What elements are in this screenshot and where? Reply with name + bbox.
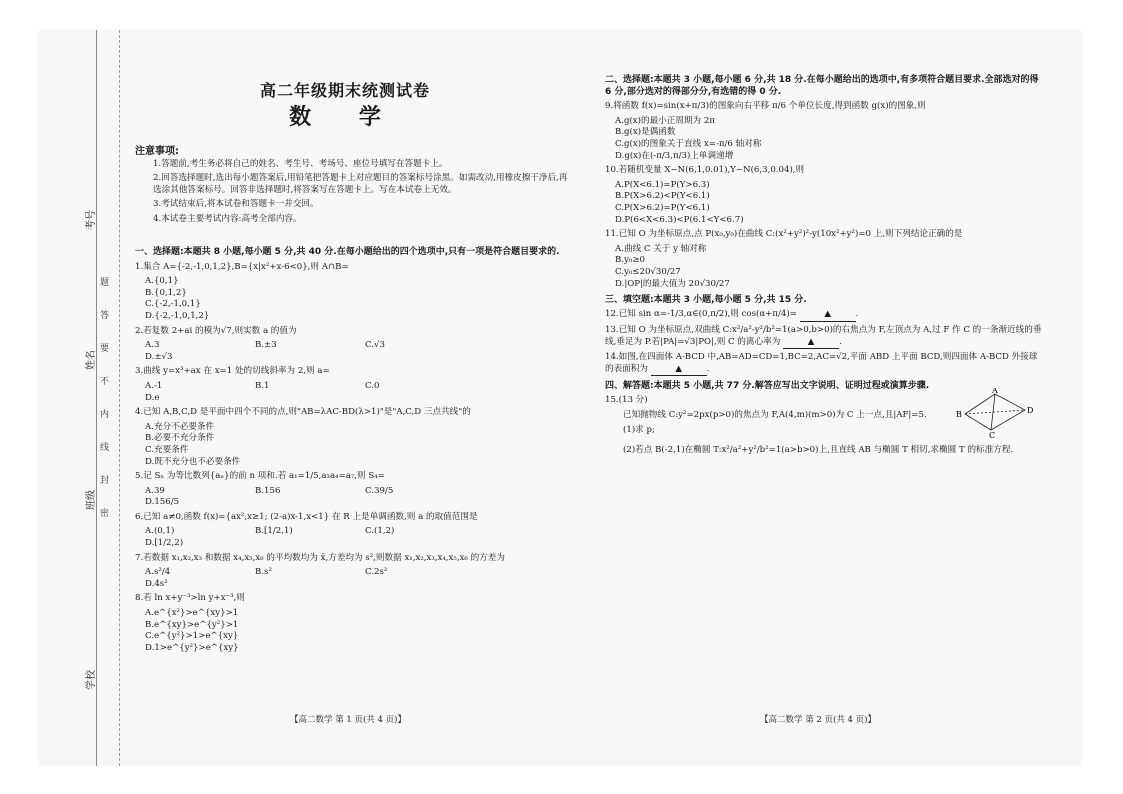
- option: C.0: [365, 380, 380, 391]
- option: B.e^{xy}>e^{y²}>1: [145, 619, 239, 630]
- option: A.s²/4: [145, 567, 171, 578]
- exam-no-label: 考号: [86, 210, 97, 230]
- section-1-heading: 一、选择题:本题共 8 小题,每小题 5 分,共 40 分.在每小题给出的四个选项中,只有一项是符合题目要求的.: [135, 247, 560, 258]
- question-stem: 4.已知 A,B,C,D 是平面中四个不同的点,则"AB=λAC-BD(λ>1)"是"A,C,D 三点共线"的: [135, 407, 471, 418]
- notice-item: 3.考试结束后,将本试卷和答题卡一并交回。: [153, 199, 319, 210]
- option: D.1>e^{y²}>e^{xy}: [145, 642, 239, 653]
- seal-char: 内: [100, 410, 110, 420]
- option: C.(1,2): [365, 526, 395, 537]
- option: C.P(X>6.2)=P(Y<6.1): [615, 203, 710, 214]
- question-options: [135, 567, 575, 590]
- option: A.曲线 C 关于 y 轴对称: [615, 243, 707, 254]
- subject-title: 数 学: [289, 105, 401, 130]
- tetrahedron-figure: [955, 388, 1035, 438]
- page-footer-right: 【高二数学 第 2 页(共 4 页)】: [760, 715, 876, 725]
- q15-part2: (2)若点 B(-2,1)在椭圆 T:x²/a²+y²/b²=1(a>b>0)上,且直线 AB 与椭圆 T 相切,求椭圆 T 的标准方程.: [623, 445, 1014, 456]
- answer-blank: ▲: [800, 309, 856, 322]
- option: B.±3: [255, 340, 277, 351]
- seal-char: 不: [100, 377, 110, 387]
- option: D.{-2,-1,0,1,2}: [145, 310, 210, 321]
- option: C.√3: [365, 340, 385, 351]
- left-column: [135, 145, 575, 657]
- seal-line: [119, 30, 120, 766]
- option: A.g(x)的最小正周期为 2π: [615, 115, 715, 126]
- left-questions: [135, 262, 575, 655]
- question-stem: 2.若复数 2+ai 的模为√7,则实数 a 的值为: [135, 325, 297, 336]
- fill-questions: [605, 309, 1045, 376]
- option: C.2s²: [365, 567, 388, 578]
- option: D.g(x)在(-π/3,π/3)上单调递增: [615, 150, 734, 161]
- option: C.g(x)的图象关于直线 x=-π/6 轴对称: [615, 139, 762, 150]
- option: B.[1/2,1): [255, 526, 293, 537]
- option: A.-1: [145, 380, 163, 391]
- question-options: [135, 340, 575, 363]
- option: C.充要条件: [145, 444, 189, 455]
- option: B.{0,1,2}: [145, 287, 187, 298]
- seal-char: 要: [100, 344, 110, 354]
- option: C.39/5: [365, 485, 394, 496]
- question-stem: 9.将函数 f(x)=sin(x+π/3)的图象向右平移 π/6 个单位长度,得到函数 g(x)的图象,则: [605, 101, 926, 112]
- option: A.充分不必要条件: [145, 421, 215, 432]
- option: B.P(X>6.2)<P(Y<6.1): [615, 191, 710, 202]
- section-3-heading: 三、填空题:本题共 3 小题,每小题 5 分,共 15 分.: [605, 295, 807, 306]
- option: D.[1/2,2): [145, 538, 184, 549]
- question-options: [135, 381, 575, 404]
- seal-char: 封: [100, 476, 110, 486]
- question-options: [605, 244, 1045, 290]
- option: A.P(X<6.1)=P(Y>6.3): [615, 179, 710, 190]
- option: C.e^{y²}>1>e^{xy}: [145, 631, 239, 642]
- option: D.4s²: [145, 578, 168, 589]
- question-stem: 1.集合 A={-2,-1,0,1,2},B={x|x²+x-6<0},则 A∩B=: [135, 261, 349, 272]
- seal-char: 线: [100, 443, 110, 453]
- name-label: 姓名: [86, 350, 97, 370]
- question-stem: 8.若 ln x+y⁻³>ln y+x⁻³,则: [135, 593, 245, 604]
- option: D.±√3: [145, 351, 173, 362]
- section-4-heading: 四、解答题:本题共 5 小题,共 77 分.解答应写出文字说明、证明过程或演算步骤.: [605, 381, 930, 392]
- q15-score: 15.(13 分): [605, 395, 648, 406]
- option: A.e^{x²}>e^{xy}>1: [145, 608, 239, 619]
- q15-text: 已知抛物线 C:y²=2px(p>0)的焦点为 F,A(4,m)(m>0)为 C 上一点,且|AF|=5.: [623, 410, 927, 421]
- question-stem: 10.若随机变量 X~N(6,1,0.01),Y~N(6,3,0.04),则: [605, 165, 805, 176]
- option: B.g(x)是偶函数: [615, 127, 676, 138]
- q15-part1: (1)求 p;: [623, 424, 655, 435]
- question-options: [135, 608, 575, 654]
- fill-question: 12.已知 sin α=-1/3,α∈(0,π/2),则 cos(α+π/4)= ▲ .: [605, 309, 1045, 322]
- fig-label-a: A: [992, 388, 998, 395]
- fig-label-d: D: [1027, 406, 1034, 415]
- answer-blank: ▲: [783, 337, 839, 350]
- fig-label-c: C: [989, 431, 996, 438]
- option: C.{-2,-1,0,1}: [145, 299, 201, 310]
- option: B.y₀≥0: [615, 255, 646, 266]
- page-footer-left: 【高二数学 第 1 页(共 4 页)】: [290, 715, 406, 725]
- seal-char: 答: [100, 311, 110, 321]
- class-label: 班级: [86, 490, 97, 510]
- question-stem: 7.若数据 x₁,x₂,x₃ 和数据 x₄,x₅,x₆ 的平均数均为 x̄,方差均为 s²,则数据 x₁,x₂,x₃,x₄,x₅,x₆ 的方差为: [135, 552, 505, 563]
- seal-char: 密: [100, 509, 110, 519]
- question-stem: 11.已知 O 为坐标原点,点 P(x₀,y₀)在曲线 C:(x²+y²)²-y(10x²+y²)=0 上,则下列结论正确的是: [605, 229, 963, 240]
- question-stem: 6.已知 a≠0,函数 f(x)={ax²,x≥1; (2-a)x-1,x<1} 在 R 上是单调函数,则 a 的取值范围是: [135, 511, 478, 522]
- notice-item: 2.回答选择题时,选出每小题答案后,用铅笔把答题卡上对应题目的答案标号涂黑。如需改动,用橡皮擦干净后,再选涂其他答案标号。回答非选择题时,将答案写在答题卡上。写在本试卷上无效。: [153, 173, 568, 195]
- option: C.y₀≤20√30/27: [615, 267, 681, 277]
- option: A.3: [145, 340, 160, 351]
- option: A.(0,1): [145, 526, 175, 537]
- fill-question: 14.如图,在四面体 A-BCD 中,AB=AD=CD=1,BC=2,AC=√2,平面 ABD 上平面 BCD,则四面体 A-BCD 外接球的表面积为 ▲ .: [605, 352, 1045, 376]
- exam-title: 高二年级期末统测试卷: [259, 81, 430, 100]
- answer-blank: ▲: [651, 364, 707, 377]
- question-options: [605, 116, 1045, 162]
- question-options: [605, 180, 1045, 226]
- option: D.P(6<X<6.3)<P(6.1<Y<6.7): [615, 214, 744, 225]
- question-options: [135, 276, 575, 322]
- question-options: [135, 486, 575, 509]
- section-2-heading: 二、选择题:本题共 3 小题,每小题 6 分,共 18 分.在每小题给出的选项中,有多项符合题目要求.全部选对的得 6 分,部分选对的得部分分,有选错的得 0 分.: [605, 75, 1039, 98]
- option: B.156: [255, 485, 281, 496]
- option: B.1: [255, 380, 270, 391]
- option: D.|OP|的最大值为 20√30/27: [615, 278, 730, 289]
- seal-char: 题: [100, 278, 110, 288]
- option: B.必要不充分条件: [145, 433, 215, 444]
- option: D.156/5: [145, 497, 180, 508]
- fig-label-b: B: [956, 410, 962, 419]
- binding-line: [96, 30, 97, 766]
- notice-item: 1.答题前,考生务必将自己的姓名、考生号、考场号、座位号填写在答题卡上。: [153, 158, 448, 169]
- school-label: 学校: [86, 670, 97, 690]
- option: B.s²: [255, 567, 272, 578]
- option: A.39: [145, 485, 165, 496]
- question-options: [135, 422, 575, 468]
- question-options: [135, 526, 575, 549]
- option: A.{0,1}: [145, 276, 179, 287]
- question-stem: 5.记 Sₙ 为等比数列{aₙ}的前 n 项和.若 a₁=1/5,a₃a₄=a₇,则 S₄=: [135, 471, 385, 482]
- notice-item: 4.本试卷主要考试内容:高考全部内容。: [153, 213, 302, 224]
- notice-heading: 注意事项:: [135, 146, 179, 157]
- option: D.既不充分也不必要条件: [145, 456, 241, 467]
- right-questions: [605, 101, 1045, 290]
- question-stem: 3.曲线 y=x³+ax 在 x=1 处的切线斜率为 2,则 a=: [135, 366, 330, 377]
- notice-list: [135, 159, 575, 226]
- fill-question: 13.已知 O 为坐标原点,双曲线 C:x²/a²-y²/b²=1(a>0,b>0)的右焦点为 F,左顶点为 A,过 F 作 C 的一条渐近线的垂线,垂足为 P.若|PA|=√3|PO|,则 C 的离心率为 ▲ .: [605, 325, 1045, 349]
- option: D.e: [145, 392, 160, 403]
